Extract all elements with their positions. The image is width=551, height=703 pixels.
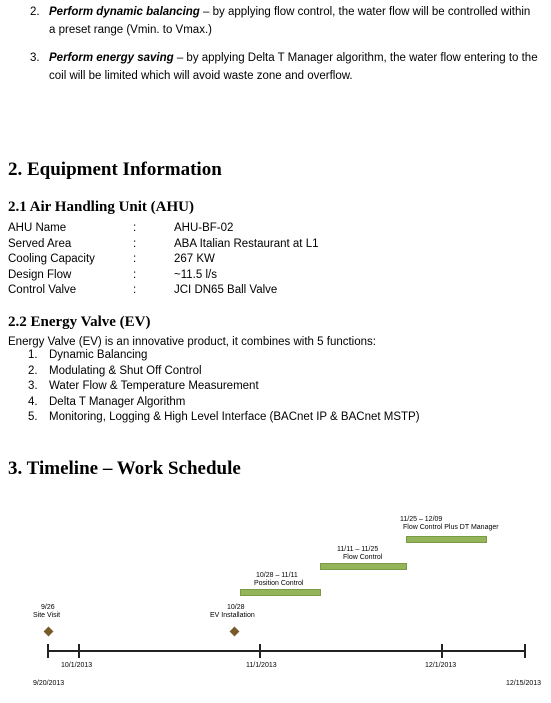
milestone-label: Site Visit: [33, 612, 61, 619]
ahu-row-label: Cooling Capacity: [8, 253, 95, 265]
task-date: 10/28 – 11/11: [256, 572, 298, 579]
list-item-number: 4.: [28, 395, 38, 408]
ahu-row-colon: :: [133, 253, 137, 265]
axis-tick: [47, 644, 49, 658]
task-label: Position Control: [254, 580, 304, 587]
axis-tick: [259, 644, 261, 658]
list-item-text: Water Flow & Temperature Measurement: [49, 380, 259, 393]
ahu-row: [8, 222, 548, 237]
intro-item-text-cont: a preset range (Vmin. to Vmax.): [49, 24, 212, 36]
task-date: 11/25 – 12/09: [400, 516, 443, 523]
intro-item-title: Perform energy saving: [49, 52, 174, 64]
ahu-row-colon: :: [133, 284, 137, 296]
intro-item-title: Perform dynamic balancing: [49, 6, 200, 18]
task-label: Flow Control: [343, 554, 383, 561]
milestone-date: 10/28: [227, 604, 245, 611]
axis-tick: [524, 644, 526, 658]
ahu-row-label: Control Valve: [8, 284, 77, 296]
list-item-number: 1.: [28, 349, 38, 361]
list-item-number: 2.: [28, 364, 38, 377]
ahu-row: [8, 269, 548, 284]
intro-item-number: 3.: [30, 52, 40, 64]
task-bar-position-control: [240, 589, 321, 596]
intro-item-text: – by applying Delta T Manager algorithm, the water flow entering to the: [173, 52, 538, 64]
ahu-row-value: JCI DN65 Ball Valve: [174, 284, 278, 296]
axis-tick-label: 12/1/2013: [425, 662, 457, 669]
intro-item-text: – by applying flow control, the water flow will be controlled within: [199, 6, 531, 18]
intro-item-text-cont: coil will be limited which will avoid waste zone and overflow.: [49, 70, 353, 82]
ahu-row-label: AHU Name: [8, 222, 67, 234]
ahu-row: [8, 284, 548, 299]
ahu-row: [8, 253, 548, 268]
axis-tick: [441, 644, 443, 658]
ahu-row-value: ABA Italian Restaurant at L1: [174, 237, 319, 250]
milestone-diamond-icon: [44, 627, 54, 637]
timeline-axis: [47, 650, 526, 652]
task-bar-flow-control: [320, 563, 407, 570]
timeline-start-date: 9/20/2013: [33, 680, 65, 687]
axis-tick-label: 11/1/2013: [246, 662, 277, 669]
ev-intro-text: Energy Valve (EV) is an innovative product, it combines with 5 functions:: [8, 336, 376, 348]
subsection-heading-ev: 2.2 Energy Valve (EV): [8, 314, 151, 330]
list-item-number: 3.: [28, 380, 38, 393]
ahu-row-colon: :: [133, 237, 137, 250]
ahu-row-value: AHU-BF-02: [174, 222, 234, 234]
ahu-row-value: 267 KW: [174, 253, 215, 265]
task-bar-dt-manager: [406, 536, 487, 543]
list-item-text: Delta T Manager Algorithm: [49, 395, 186, 408]
ahu-row-colon: :: [133, 268, 137, 281]
ahu-row-value: ~11.5 l/s: [174, 268, 217, 281]
milestone-diamond-icon: [230, 627, 240, 637]
subsection-heading-ahu: 2.1 Air Handling Unit (AHU): [8, 199, 194, 215]
intro-item-number: 2.: [30, 6, 40, 18]
list-item-text: Dynamic Balancing: [49, 349, 148, 361]
milestone-label: EV Installation: [210, 612, 255, 619]
list-item-text: Modulating & Shut Off Control: [49, 364, 202, 377]
section-heading-timeline: 3. Timeline – Work Schedule: [8, 458, 241, 479]
timeline-end-date: 12/15/2013: [506, 680, 542, 687]
axis-tick-label: 10/1/2013: [61, 662, 93, 669]
ahu-row-colon: :: [133, 222, 137, 234]
axis-tick: [78, 644, 80, 658]
section-heading-equipment: 2. Equipment Information: [8, 159, 222, 180]
task-label: Flow Control Plus DT Manager: [403, 524, 499, 531]
list-item-number: 5.: [28, 411, 38, 424]
ahu-row-label: Served Area: [8, 237, 72, 250]
ahu-row-label: Design Flow: [8, 268, 72, 281]
list-item-text: Monitoring, Logging & High Level Interface (BACnet IP & BACnet MSTP): [49, 411, 420, 424]
task-date: 11/11 – 11/25: [337, 546, 379, 553]
ahu-row: [8, 238, 548, 253]
milestone-date: 9/26: [41, 604, 55, 611]
